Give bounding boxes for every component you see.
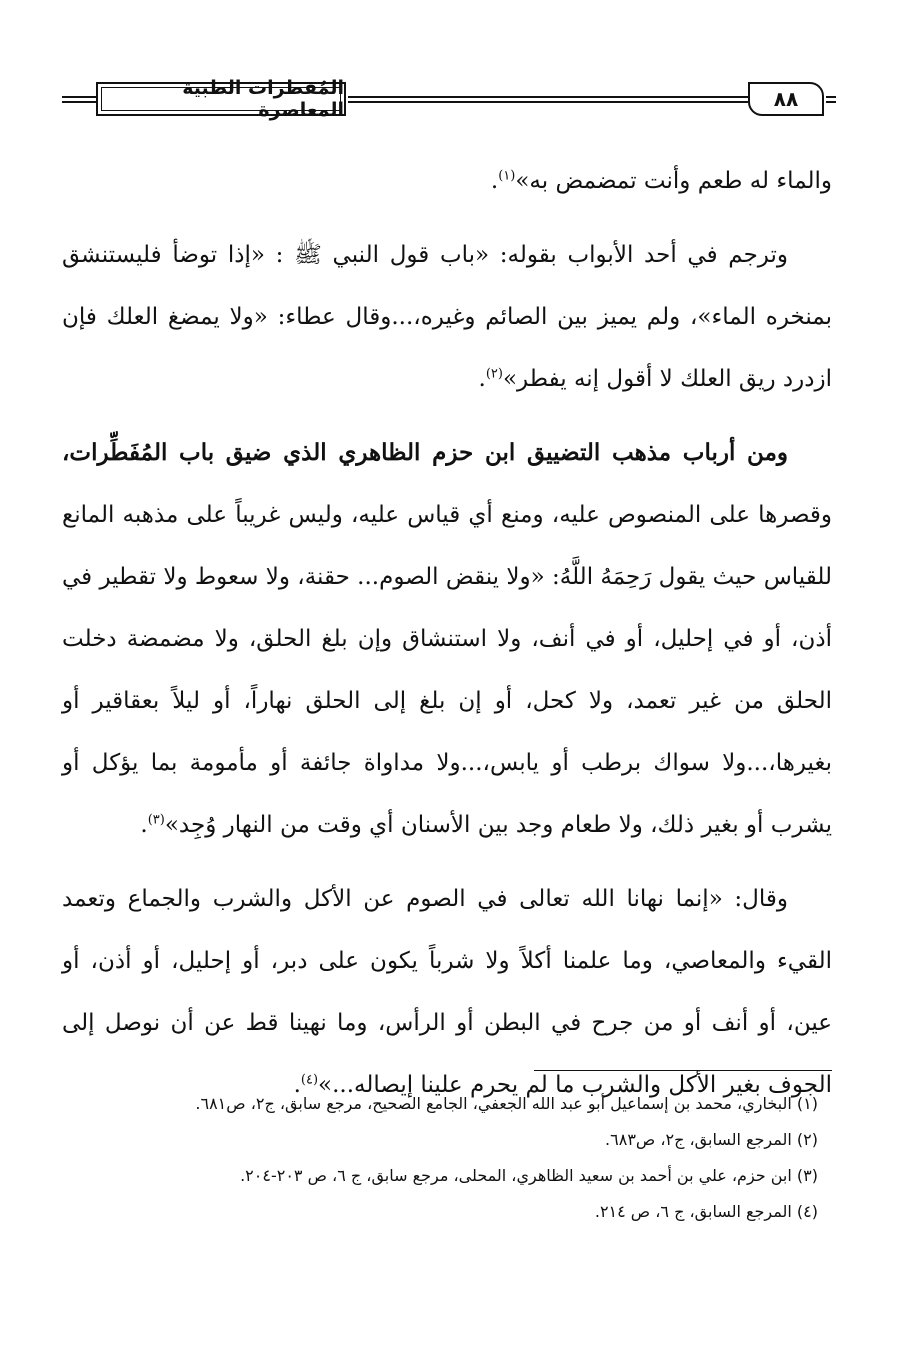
header-rule-right [826, 96, 836, 103]
footnote-ref[interactable]: (٣) [147, 812, 165, 828]
page-header [62, 77, 832, 124]
paragraph [62, 422, 832, 856]
paragraph-text: وقال: «إنما نهانا الله تعالى في الصوم عن الأكل والشرب والجماع وتعمد القيء والمعاصي، وما علمنا أكلاً ولا شرباً يكون على دبر، أو إحليل، أو أذن، أو عين، أو أنف أو من جرح في البطن أو الرأس، وما نهينا قط عن أن نوصل إلى الجوف بغير الأكل والشرب ما لم يحرم علينا إيصاله...» [62, 886, 832, 1098]
header-rule-left [62, 96, 96, 103]
footnotes [62, 1086, 832, 1230]
running-title-text: المُفطرات الطبية المعاصرة [182, 77, 344, 121]
paragraph-end: . [140, 812, 148, 838]
paragraph [62, 868, 832, 1116]
footnote: (٢) المرجع السابق، ج٢، ص٦٨٣. [605, 1130, 818, 1149]
main-text [62, 150, 832, 1116]
page-number [748, 82, 824, 116]
footnote: (١) البخاري، محمد بن إسماعيل أبو عبد الله الجعفي، الجامع الصحيح، مرجع سابق، ج٢، ص٦٨١. [195, 1094, 818, 1113]
paragraph-text: وقصرها على المنصوص عليه، ومنع أي قياس عليه، وليس غريباً على مذهبه المانع للقياس حيث يقول رَحِمَهُ اللَّهُ: «ولا ينقض الصوم... حقنة، ولا سعوط ولا تقطير في أذن، أو في إحليل، أو في أنف، ولا استنشاق وإن بلغ الحلق، ولا مضمضة دخلت الحلق من غير تعمد، ولا كحل، أو إن بلغ إلى الحلق نهاراً، أو ليلاً بعقاقير أو بغيرها،...ولا سواك برطب أو يابس،...ولا مداواة جائفة أو مأمومة بما يؤكل أو يشرب أو بغير ذلك، ولا طعام وجد بين الأسنان أي وقت من النهار وُجِد» [62, 502, 832, 838]
paragraph-end: . [293, 1072, 301, 1098]
paragraph [62, 224, 832, 410]
paragraph-end: . [478, 366, 486, 392]
paragraph-text: وترجم في أحد الأبواب بقوله: «باب قول النبي ﷺ : «إذا توضأ فليستنشق بمنخره الماء»، ولم يميز بين الصائم وغيره،...وقال عطاء: «ولا يمضغ العلك فإن ازدرد ريق العلك لا أقول إنه يفطر» [62, 242, 832, 392]
page-number-text: ٨٨ [773, 87, 799, 111]
paragraph [62, 150, 832, 212]
footnote-ref[interactable]: (٢) [485, 366, 503, 382]
footnote-ref[interactable]: (١) [498, 168, 516, 184]
paragraph-end: . [490, 168, 499, 194]
paragraph-text: والماء له طعم وأنت تمضمض به» [515, 168, 832, 194]
running-title [96, 77, 346, 121]
footnote: (٤) المرجع السابق، ج ٦، ص ٢١٤. [594, 1202, 818, 1221]
footnote-divider [534, 1070, 832, 1071]
footnote-ref[interactable]: (٤) [300, 1072, 319, 1088]
paragraph-lead: ومن أرباب مذهب التضييق ابن حزم الظاهري الذي ضيق باب المُفَطِّرات، [62, 439, 788, 466]
header-rule-middle [348, 96, 748, 103]
footnote: (٣) ابن حزم، علي بن أحمد بن سعيد الظاهري، المحلى، مرجع سابق، ج ٦، ص ٢٠٣-٢٠٤. [240, 1166, 818, 1185]
